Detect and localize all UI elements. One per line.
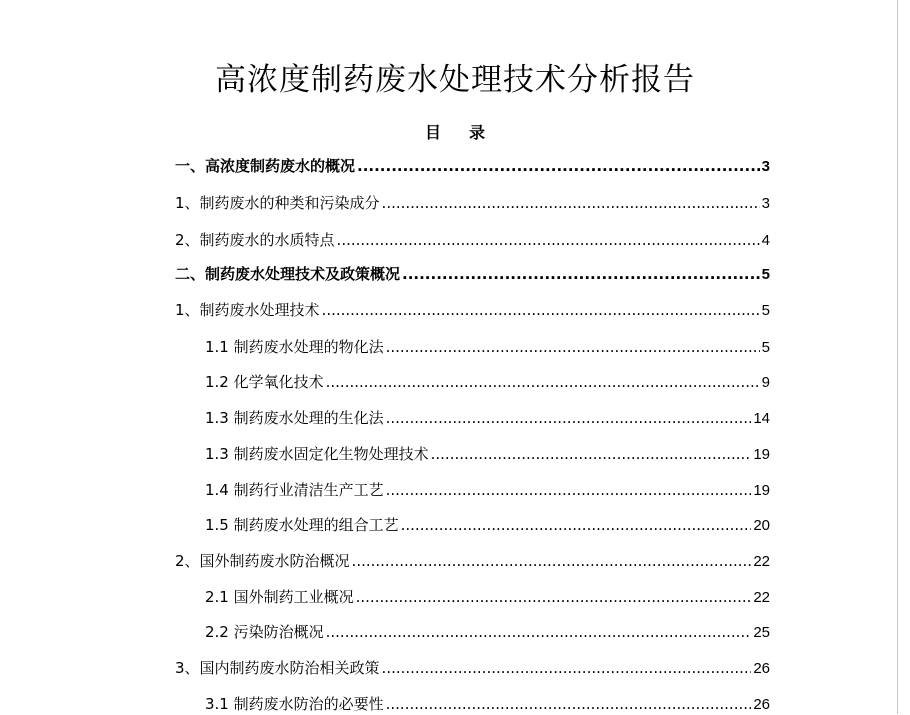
- toc-entry[interactable]: [175, 192, 770, 214]
- toc-entry-page-number: 5: [761, 266, 770, 283]
- toc-leader-dots: [402, 265, 760, 283]
- toc-entry-label: 一、高浓度制药废水的概况: [175, 157, 356, 175]
- toc-entry-label: 1.4 制药行业清洁生产工艺: [205, 481, 384, 499]
- toc-entry[interactable]: [205, 407, 770, 429]
- toc-entry-page-number: 22: [753, 553, 770, 570]
- toc-entry-label: 1、制药废水的种类和污染成分: [175, 194, 380, 212]
- toc-leader-dots: [382, 659, 752, 677]
- page-edge-divider: [897, 0, 898, 714]
- toc-entry-page-number: 19: [753, 482, 770, 499]
- toc-entry[interactable]: [205, 371, 770, 393]
- toc-entry-page-number: 5: [761, 302, 770, 319]
- toc-entry-label: 2、国外制药废水防治概况: [175, 552, 350, 570]
- toc-entry-label: 1、制药废水处理技术: [175, 301, 320, 319]
- toc-entry-page-number: 5: [761, 339, 770, 356]
- toc-entry[interactable]: [175, 263, 770, 285]
- toc-entry-label: 1.5 制药废水处理的组合工艺: [205, 516, 399, 534]
- toc-entry[interactable]: [205, 479, 770, 501]
- toc-entry-page-number: 3: [761, 158, 770, 175]
- toc-leader-dots: [357, 157, 760, 175]
- toc-entry[interactable]: [175, 550, 770, 572]
- toc-entry-page-number: 4: [761, 232, 770, 249]
- toc-entry-label: 1.3 制药废水固定化生物处理技术: [205, 445, 429, 463]
- toc-entry-label: 1.2 化学氧化技术: [205, 373, 324, 391]
- toc-entry-page-number: 20: [753, 517, 770, 534]
- toc-heading: [0, 120, 910, 143]
- toc-entry[interactable]: [205, 443, 770, 465]
- toc-entry[interactable]: [205, 586, 770, 608]
- toc-entry-label: 2.2 污染防治概况: [205, 623, 324, 641]
- toc-entry-page-number: 19: [753, 446, 770, 463]
- toc-entry[interactable]: [205, 621, 770, 643]
- toc-entry-page-number: 22: [753, 589, 770, 606]
- toc-leader-dots: [326, 623, 752, 641]
- toc-entry-page-number: 25: [753, 624, 770, 641]
- toc-entry-label: 2.1 国外制药工业概况: [205, 588, 354, 606]
- toc-leader-dots: [322, 301, 760, 319]
- toc-entry[interactable]: [205, 693, 770, 715]
- toc-entry-page-number: 14: [753, 410, 770, 427]
- toc-leader-dots: [386, 338, 760, 356]
- toc-leader-dots: [326, 373, 760, 391]
- toc-entry[interactable]: [205, 336, 770, 358]
- toc-entry-label: 3、国内制药废水防治相关政策: [175, 659, 380, 677]
- toc-entry-page-number: 3: [761, 195, 770, 212]
- toc-entry-page-number: 26: [753, 696, 770, 713]
- toc-entry-label: 1.3 制药废水处理的生化法: [205, 409, 384, 427]
- toc-entry-label: 二、制药废水处理技术及政策概况: [175, 265, 401, 283]
- toc-leader-dots: [382, 194, 760, 212]
- toc-leader-dots: [386, 481, 752, 499]
- toc-leader-dots: [386, 409, 752, 427]
- toc-leader-dots: [401, 516, 752, 534]
- toc-leader-dots: [386, 695, 752, 713]
- toc-entry-page-number: 9: [761, 374, 770, 391]
- toc-entry[interactable]: [175, 657, 770, 679]
- toc-leader-dots: [352, 552, 752, 570]
- document-title: 高浓度制药废水处理技术分析报告: [215, 62, 695, 98]
- toc-heading-char-2: 录: [469, 123, 486, 142]
- toc-leader-dots: [356, 588, 752, 606]
- toc-entry[interactable]: [175, 299, 770, 321]
- toc-leader-dots: [431, 445, 752, 463]
- toc-entry-label: 1.1 制药废水处理的物化法: [205, 338, 384, 356]
- toc-entry[interactable]: [205, 514, 770, 536]
- toc-leader-dots: [337, 231, 760, 249]
- toc-entry[interactable]: [175, 229, 770, 251]
- toc-entry-page-number: 26: [753, 660, 770, 677]
- toc-entry-label: 2、制药废水的水质特点: [175, 231, 335, 249]
- toc-entry[interactable]: [175, 155, 770, 177]
- toc-entry-label: 3.1 制药废水防治的必要性: [205, 695, 384, 713]
- toc-heading-char-1: 目: [424, 123, 441, 142]
